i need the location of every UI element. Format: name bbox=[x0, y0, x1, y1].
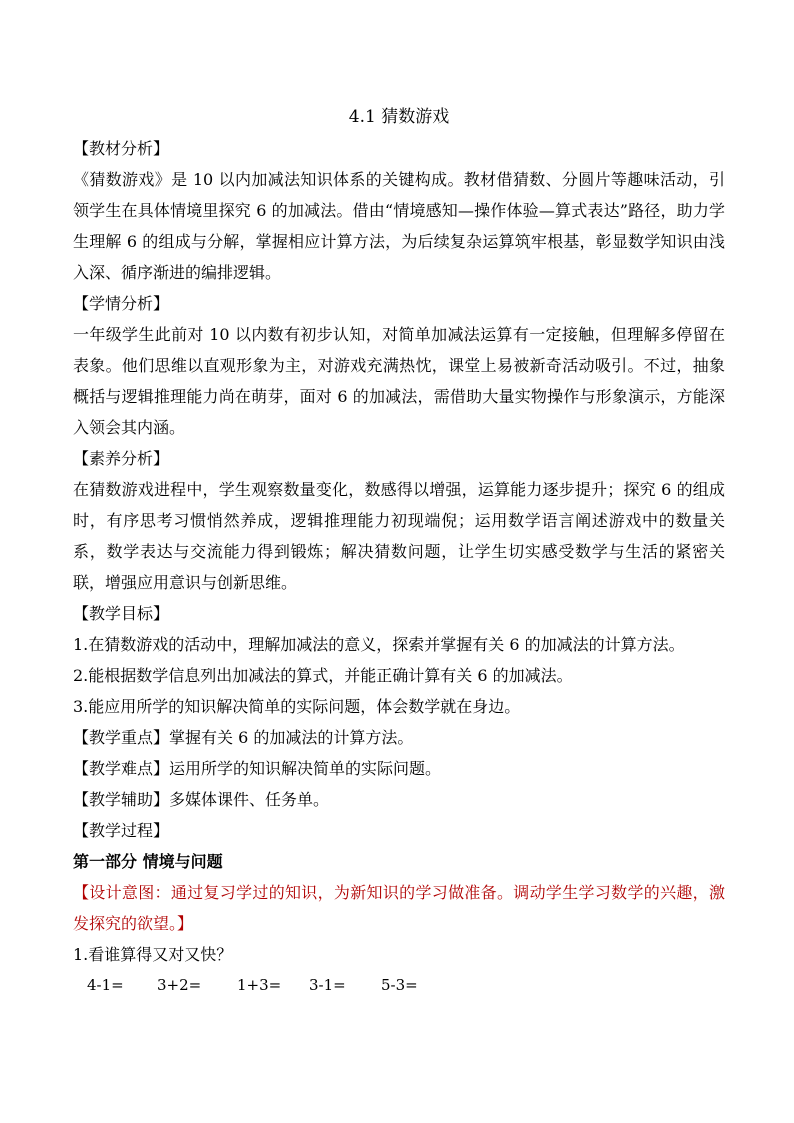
teaching-process-heading: 【教学过程】 bbox=[73, 821, 170, 840]
exercise-item: 1+3= bbox=[237, 976, 282, 994]
literacy-analysis-body: 在猜数游戏进程中，学生观察数量变化，数感得以增强，运算能力逐步提升；探究 6 的组成时，有序思考习惯悄然养成，逻辑推理能力初现端倪；运用数学语言阐述游戏中的数量关系，数学表达与交流能力得到锻炼；解决猜数问题，让学生切实感受数学与生活的紧密关联，增强应用意识与创新思维。 bbox=[73, 480, 725, 592]
design-intent-note: 【设计意图：通过复习学过的知识，为新知识的学习做准备。调动学生学习数学的兴趣，激发探究的欲望。】 bbox=[73, 883, 725, 933]
exercise-item: 4-1= bbox=[87, 976, 124, 994]
teaching-goal-item: 3.能应用所学的知识解决简单的实际问题，体会数学就在身边。 bbox=[73, 697, 521, 716]
textbook-analysis-body: 《猜数游戏》是 10 以内加减法知识体系的关键构成。教材借猜数、分圆片等趣味活动，引领学生在具体情境里探究 6 的加减法。借由“情境感知—操作体验—算式表达”路径，助力学生理解 6 的组成与分解，掌握相应计算方法，为后续复杂运算筑牢根基，彰显数学知识由浅入深、循序渐进的编排逻辑。 bbox=[73, 170, 725, 282]
teaching-difficulty: 【教学难点】运用所学的知识解决简单的实际问题。 bbox=[73, 759, 442, 778]
textbook-analysis-heading: 【教材分析】 bbox=[73, 139, 170, 158]
exercise-question: 1.看谁算得又对又快？ bbox=[73, 945, 233, 964]
document-page bbox=[73, 104, 725, 1001]
teaching-key-point: 【教学重点】掌握有关 6 的加减法的计算方法。 bbox=[73, 728, 414, 747]
page-title: 4.1 猜数游戏 bbox=[348, 107, 450, 127]
part-one-title: 第一部分 情境与问题 bbox=[73, 852, 223, 871]
exercise-item: 3+2= bbox=[157, 976, 202, 994]
exercise-item: 3-1= bbox=[309, 976, 346, 994]
teaching-goals-heading: 【教学目标】 bbox=[73, 604, 170, 623]
teaching-aids: 【教学辅助】多媒体课件、任务单。 bbox=[73, 790, 330, 809]
literacy-analysis-heading: 【素养分析】 bbox=[73, 449, 170, 468]
exercise-row bbox=[73, 970, 725, 1001]
teaching-goal-item: 2.能根据数学信息列出加减法的算式，并能正确计算有关 6 的加减法。 bbox=[73, 666, 573, 685]
student-analysis-body: 一年级学生此前对 10 以内数有初步认知，对简单加减法运算有一定接触，但理解多停留在表象。他们思维以直观形象为主，对游戏充满热忱，课堂上易被新奇活动吸引。不过，抽象概括与逻辑推理能力尚在萌芽，面对 6 的加减法，需借助大量实物操作与形象演示，方能深入领会其内涵。 bbox=[73, 325, 725, 437]
exercise-item: 5-3= bbox=[381, 976, 418, 994]
teaching-goal-item: 1.在猜数游戏的活动中，理解加减法的意义，探索并掌握有关 6 的加减法的计算方法。 bbox=[73, 635, 685, 654]
student-analysis-heading: 【学情分析】 bbox=[73, 294, 170, 313]
